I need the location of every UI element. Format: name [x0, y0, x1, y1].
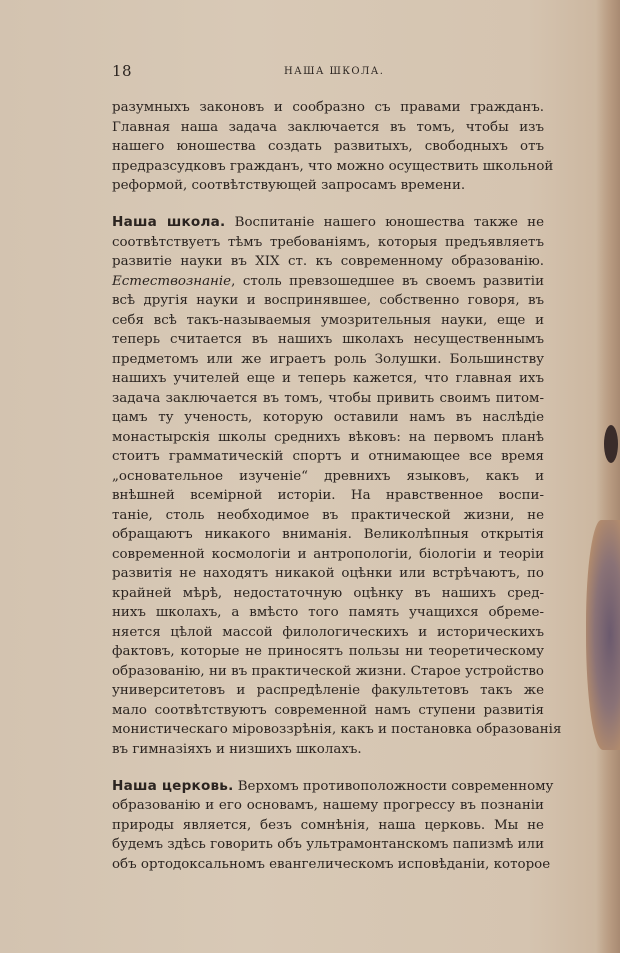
text-line: всѣ другія науки и воспринявшее, собственно говоря, въ [112, 293, 544, 308]
text-line: развитія не находятъ никакой оцѣнки или встрѣчаютъ, по [112, 566, 544, 581]
text-line: объ ортодоксальномъ евангелическомъ исповѣданіи, которое [112, 856, 551, 872]
text-line: фактовъ, которые не приносятъ пользы ни теоретическому [112, 644, 544, 659]
text-line: „основательное изученіе“ древнихъ языковъ, какъ и [112, 468, 544, 484]
text-line: цамъ ту ученость, которую оставили намъ въ наслѣдіе [112, 410, 544, 425]
text-line: соотвѣтствуетъ тѣмъ требованіямъ, которыя предъявляетъ [112, 234, 544, 250]
section-heading-school: Наша школа. [112, 214, 226, 230]
text-line: таніе, столь необходимое въ практической жизни, не [112, 507, 544, 523]
text-line: предразсудковъ гражданъ, что можно осуществить школьной [112, 158, 554, 174]
body-text [112, 98, 562, 874]
page-stain [586, 520, 620, 750]
ink-spot [604, 425, 618, 463]
text-line: будемъ здѣсь говорить объ ультрамонтанскомъ папизмѣ или [112, 837, 544, 852]
text-line: мало соотвѣтствуютъ современной намъ ступени развитія [112, 702, 544, 718]
text-line: монастырскія школы среднихъ вѣковъ: на первомъ планѣ [112, 429, 544, 445]
text-line: внѣшней всемірной исторіи. На нравственное воспи- [112, 488, 544, 503]
text-span: , столь превзошедшее въ своемъ развитіи [231, 273, 544, 289]
text-line: реформой, соотвѣтствующей запросамъ времени. [112, 178, 466, 193]
text-line: образованію, ни въ практической жизни. Старое устройство [112, 663, 544, 679]
text-line: задача заключается въ томъ, чтобы привить своимъ питом- [112, 390, 544, 406]
text-line: крайней мѣрѣ, недостаточную оцѣнку въ нашихъ сред- [112, 585, 544, 601]
text-line: разумныхъ законовъ и сообразно съ правами гражданъ. [112, 100, 544, 115]
text-span: Воспитаніе нашего юношества также не [225, 215, 545, 230]
page-number: 18 [112, 62, 133, 80]
text-line: современной космологіи и антропологіи, біологіи и теоріи [112, 546, 544, 562]
text-line: Главная наша задача заключается въ томъ, чтобы изъ [112, 119, 544, 135]
text-line: нихъ школахъ, а вмѣсто того память учащихся обреме- [112, 605, 544, 620]
text-line-italic [112, 272, 544, 292]
italic-term: Естествознаніе [112, 273, 232, 289]
text-line: стоитъ грамматическій спортъ и отнимающее все время [112, 449, 544, 464]
section-heading-church: Наша церковь. [112, 777, 234, 794]
text-line: обращаютъ никакого вниманія. Великолѣпныя открытія [112, 527, 544, 542]
running-title: НАША ШКОЛА. [284, 66, 385, 77]
text-line: образованію и его основамъ, нашему прогрессу въ познаніи [112, 798, 544, 813]
text-span: Верхомъ противоположности современному [233, 778, 554, 794]
text-line: няется цѣлой массой филологическихъ и историческихъ [112, 624, 544, 640]
text-line: нашихъ учителей еще и теперь кажется, что главная ихъ [112, 371, 544, 386]
text-line: себя всѣ такъ-называемыя умозрительныя науки, еще и [112, 312, 544, 328]
text-line: природы является, безъ сомнѣнія, наша церковь. Мы не [112, 817, 544, 833]
text-line: теперь считается въ нашихъ школахъ несущественнымъ [112, 332, 544, 347]
section-heading-line [112, 777, 554, 797]
page-edge-shadow [596, 0, 620, 953]
text-line: развитіе науки въ XIX ст. къ современному образованію. [112, 254, 544, 269]
section-heading-line [112, 213, 544, 233]
text-line: монистическаго міровоззрѣнія, какъ и постановка образованія [112, 722, 562, 737]
text-line: университетовъ и распредѣленіе факультетовъ такъ же [112, 683, 544, 698]
text-line: въ гимназіяхъ и низшихъ школахъ. [112, 741, 362, 757]
text-line: нашего юношества создать развитыхъ, свободныхъ отъ [112, 139, 544, 154]
text-line: предметомъ или же играетъ роль Золушки. Большинству [112, 351, 544, 367]
